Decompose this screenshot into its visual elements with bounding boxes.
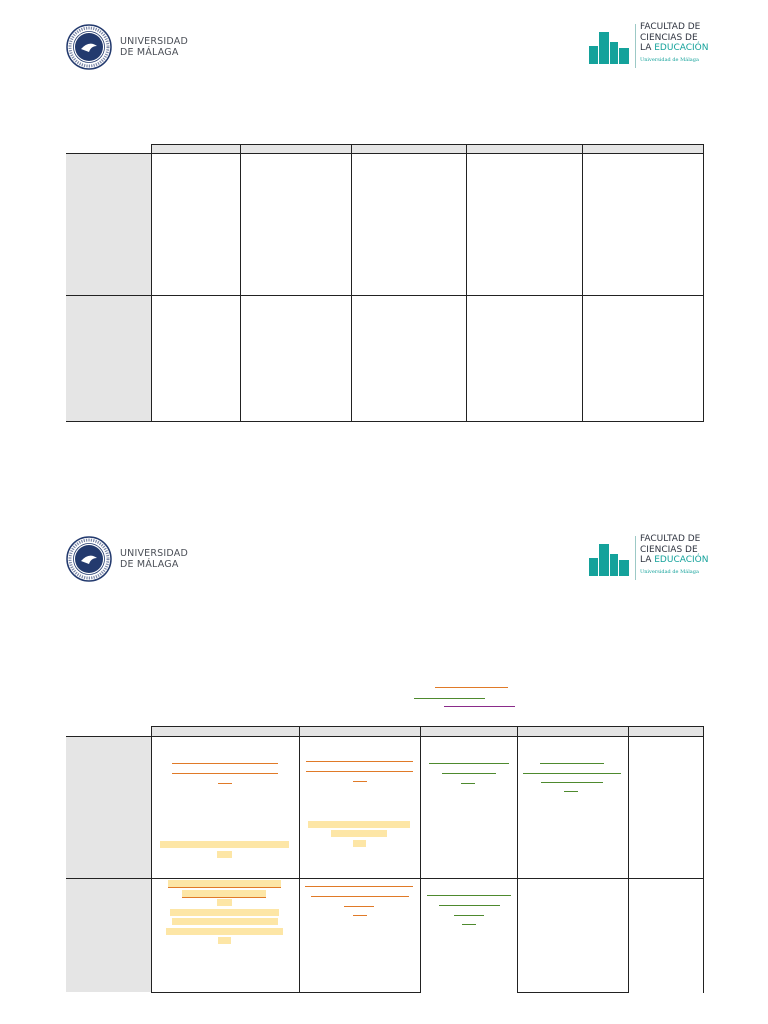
annotation-underline-green <box>523 773 621 774</box>
highlighted-text <box>353 840 366 847</box>
highlighted-text <box>308 821 410 828</box>
annotation-underline-orange <box>353 915 367 916</box>
highlighted-text <box>218 937 231 944</box>
table-rule <box>351 144 352 422</box>
table-rule <box>628 726 629 993</box>
highlighted-text <box>160 841 289 848</box>
annotation-underline-green <box>564 791 578 792</box>
annotation-underline-orange <box>172 773 278 774</box>
annotation-underline-green <box>454 915 484 916</box>
highlighted-text <box>331 830 387 837</box>
highlighted-text <box>166 928 283 935</box>
table-rule <box>151 144 152 422</box>
faculty-name-line2: CIENCIAS DE <box>640 544 698 555</box>
table-header-row <box>151 726 703 736</box>
table-rule <box>240 144 241 422</box>
annotation-underline-orange <box>305 886 413 887</box>
annotation-underline-orange <box>172 763 278 764</box>
row-header-cell-2 <box>66 879 151 992</box>
university-name-line2: DE MÁLAGA <box>120 47 179 58</box>
table-rule <box>66 421 703 422</box>
table-rule <box>66 736 703 737</box>
university-name-line1: UNIVERSIDAD <box>120 547 188 559</box>
table-rule <box>517 992 628 993</box>
university-name-line1: UNIVERSIDAD <box>120 35 188 47</box>
annotation-underline-green <box>541 782 603 783</box>
annotation-underline-green <box>439 905 500 906</box>
annotation-underline-green <box>429 763 509 764</box>
highlighted-text <box>217 899 232 906</box>
faculty-name-line1: FACULTAD DE <box>640 22 701 32</box>
table-rule <box>66 153 703 154</box>
highlighted-text <box>170 909 279 916</box>
annotation-underline-orange <box>311 896 409 897</box>
annotation-underline-orange <box>306 761 413 762</box>
table-rule <box>703 726 704 993</box>
faculty-name-line3-plain: LA <box>640 555 655 565</box>
annotation-underline-orange <box>344 906 374 907</box>
faculty-subtitle: Universidad de Málaga <box>640 568 699 575</box>
highlighted-text <box>217 851 232 858</box>
table-rule <box>151 992 420 993</box>
table-rule <box>703 144 704 422</box>
faculty-name-line3-highlight: EDUCACIÓN <box>654 43 709 53</box>
highlighted-text <box>168 880 281 887</box>
table-rule <box>151 144 703 145</box>
annotation-underline-orange <box>182 897 266 898</box>
row-header-cell-1 <box>66 737 151 878</box>
document-page-2 <box>0 512 768 1024</box>
table-rule <box>66 295 703 296</box>
table-rule <box>66 878 703 879</box>
faculty-name-line1: FACULTAD DE <box>640 534 701 544</box>
annotation-underline-green <box>540 763 604 764</box>
table-rule <box>517 726 518 993</box>
table-rule <box>299 726 300 993</box>
table-header-row <box>151 144 703 153</box>
faculty-name-line2: CIENCIAS DE <box>640 32 698 43</box>
table-rule <box>151 726 703 727</box>
rubric-table-2 <box>0 512 768 1024</box>
table-rule <box>420 726 421 993</box>
annotation-underline-orange <box>218 783 232 784</box>
university-name-line2: DE MÁLAGA <box>120 559 179 570</box>
annotation-underline-orange <box>306 771 413 772</box>
highlighted-text <box>172 918 278 925</box>
highlighted-text <box>182 890 266 897</box>
annotation-underline-green <box>462 924 476 925</box>
faculty-subtitle: Universidad de Málaga <box>640 56 699 63</box>
row-header-cell-2 <box>66 296 151 422</box>
row-header-cell-1 <box>66 154 151 295</box>
annotation-underline-green <box>461 783 475 784</box>
table-rule <box>151 726 152 993</box>
annotation-underline-green <box>427 895 511 896</box>
annotation-underline-green <box>442 773 496 774</box>
table-rule <box>582 144 583 422</box>
annotation-underline-orange <box>168 887 281 888</box>
table-rule <box>466 144 467 422</box>
faculty-name-line3-plain: LA <box>640 43 655 53</box>
faculty-name-line3-highlight: EDUCACIÓN <box>654 555 709 565</box>
annotation-underline-orange <box>353 781 367 782</box>
